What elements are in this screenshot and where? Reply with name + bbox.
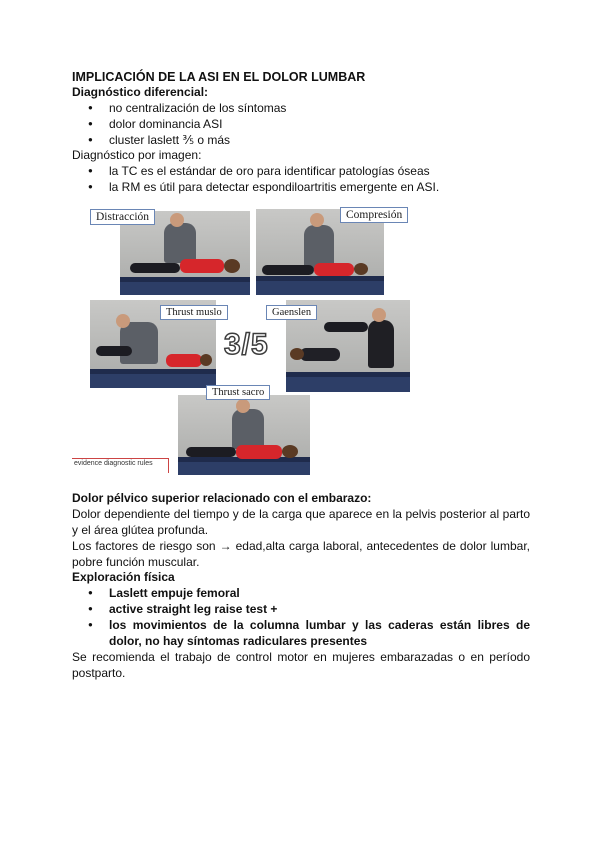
page-title: IMPLICACIÓN DE LA ASI EN EL DOLOR LUMBAR: [72, 70, 366, 84]
imaging-list: [72, 163, 530, 195]
pregnancy-pain-heading: Dolor pélvico superior relacionado con el embarazo:: [72, 491, 372, 505]
list-item: ● Laslett empuje femoral: [72, 585, 530, 601]
pregnancy-risk-factors: Los factores de riesgo son → edad,alta carga laboral, antecedentes de dolor lumbar, pobre función muscular.: [72, 539, 530, 569]
label-distraction: Distracción: [90, 209, 155, 225]
differential-diagnosis-heading: Diagnóstico diferencial:: [72, 85, 209, 99]
label-thigh-thrust: Thrust muslo: [160, 305, 228, 320]
positive-tests-ratio: 3/5: [224, 328, 269, 361]
closing-recommendation: Se recomienda el trabajo de control motor en mujeres embarazadas o en período postparto.: [72, 650, 530, 680]
label-sacral-thrust: Thrust sacro: [206, 385, 270, 400]
sacral-thrust-photo: [178, 395, 310, 475]
list-item: ● no centralización de los síntomas: [72, 100, 530, 116]
list-item: ● la RM es útil para detectar espondiloartritis emergente en ASI.: [72, 179, 530, 195]
pregnancy-definition: Dolor dependiente del tiempo y de la carga que aparece en la pelvis posterior al parto y el área glútea profunda.: [72, 507, 530, 537]
differential-diagnosis-list: [72, 100, 530, 148]
list-item: ● cluster laslett ⅗ o más: [72, 132, 530, 148]
imaging-heading: Diagnóstico por imagen:: [72, 148, 202, 162]
list-item: ● active straight leg raise test +: [72, 601, 530, 617]
physical-exam-heading: Exploración física: [72, 570, 175, 584]
list-item: ● dolor dominancia ASI: [72, 116, 530, 132]
physical-exam-list: [72, 585, 530, 649]
label-compression: Compresión: [340, 207, 408, 223]
figure-source-note: evidence diagnostic rules: [72, 458, 169, 473]
label-gaenslen: Gaenslen: [266, 305, 317, 320]
provocation-tests-figure: [72, 203, 412, 475]
list-item: ● la TC es el estándar de oro para identificar patologías óseas: [72, 163, 530, 179]
document-page: [72, 70, 530, 681]
list-item: ● los movimientos de la columna lumbar y las caderas están libres de dolor, no hay síntomas radiculares presentes: [72, 617, 530, 649]
